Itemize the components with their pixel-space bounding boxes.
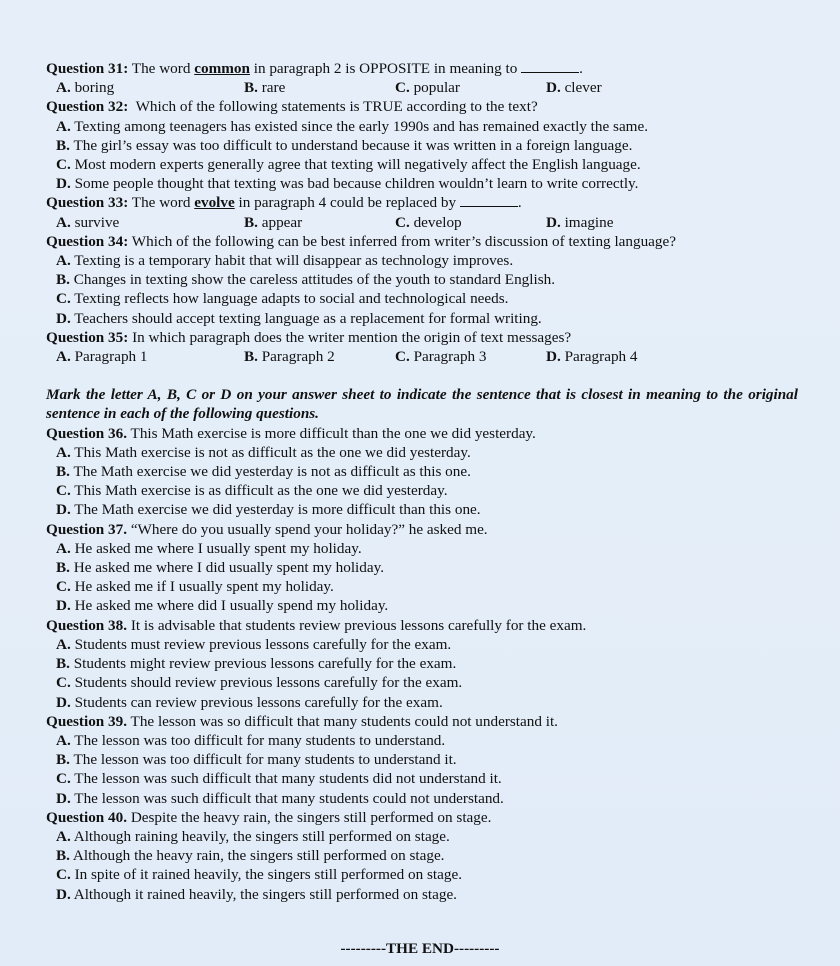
section-instruction: Mark the letter A, B, C or D on your answer sheet to indicate the sentence that is closest in meaning to the original sentence in each of the following questions. bbox=[46, 386, 798, 423]
question-text: The word bbox=[128, 194, 195, 212]
option-a[interactable] bbox=[46, 117, 816, 136]
question-33 bbox=[46, 193, 816, 212]
question-text: Despite the heavy rain, the singers still performed on stage. bbox=[127, 808, 492, 826]
option-a[interactable] bbox=[46, 635, 816, 654]
option-letter: C. bbox=[395, 348, 410, 366]
question-34 bbox=[46, 232, 816, 251]
option-text: rare bbox=[257, 79, 286, 97]
option-letter: D. bbox=[56, 789, 71, 807]
question-35 bbox=[46, 328, 816, 347]
answer-blank bbox=[521, 60, 579, 73]
option-letter: D. bbox=[546, 348, 561, 366]
option-a[interactable] bbox=[56, 347, 244, 366]
option-text: This Math exercise is as difficult as the one we did yesterday. bbox=[70, 482, 448, 500]
option-letter: A. bbox=[56, 539, 71, 557]
option-letter: A. bbox=[56, 443, 71, 461]
option-a[interactable] bbox=[46, 251, 816, 270]
option-letter: B. bbox=[244, 213, 258, 231]
option-letter: C. bbox=[395, 79, 410, 97]
option-text: develop bbox=[409, 213, 462, 231]
option-letter: C. bbox=[56, 674, 71, 692]
question-40 bbox=[46, 808, 816, 827]
option-text: Some people thought that texting was bad because children wouldn’t learn to write correctly. bbox=[70, 175, 639, 193]
option-text: boring bbox=[70, 79, 115, 97]
option-b[interactable] bbox=[244, 347, 395, 366]
option-c[interactable] bbox=[46, 673, 816, 692]
question-label: Question 35: bbox=[46, 328, 129, 346]
option-a[interactable] bbox=[46, 731, 816, 750]
question-text: in paragraph 2 is OPPOSITE in meaning to bbox=[249, 60, 522, 77]
option-letter: D. bbox=[56, 693, 71, 711]
option-d[interactable] bbox=[546, 213, 666, 232]
option-letter: B. bbox=[244, 79, 258, 97]
option-letter: D. bbox=[56, 597, 71, 615]
question-text-end: . bbox=[579, 60, 583, 77]
key-word: common bbox=[194, 60, 250, 77]
question-label: Question 36. bbox=[46, 424, 128, 442]
option-letter: A. bbox=[56, 348, 71, 366]
question-text: It is advisable that students review previous lessons carefully for the exam. bbox=[127, 616, 587, 634]
options-row bbox=[46, 213, 816, 232]
question-text: The lesson was so difficult that many students could not understand it. bbox=[127, 712, 558, 730]
option-letter: A. bbox=[56, 731, 71, 749]
option-text: survive bbox=[70, 213, 120, 231]
question-label: Question 40. bbox=[46, 808, 128, 826]
option-letter: D. bbox=[56, 175, 71, 193]
question-39 bbox=[46, 712, 816, 731]
option-c[interactable] bbox=[46, 481, 816, 500]
the-end-marker: ---------THE END--------- bbox=[340, 940, 500, 957]
option-text: imagine bbox=[560, 213, 614, 231]
option-text: The lesson was such difficult that many students could not understand. bbox=[70, 789, 504, 807]
option-c[interactable] bbox=[395, 213, 546, 232]
question-36 bbox=[46, 424, 816, 443]
question-text: “Where do you usually spend your holiday?” he asked me. bbox=[127, 520, 488, 538]
option-text: Paragraph 2 bbox=[257, 348, 335, 366]
option-b[interactable] bbox=[46, 462, 816, 481]
option-d[interactable] bbox=[46, 500, 816, 519]
question-text: This Math exercise is more difficult than the one we did yesterday. bbox=[127, 424, 536, 442]
question-text: in paragraph 4 could be replaced by bbox=[234, 194, 460, 212]
option-a[interactable] bbox=[56, 78, 244, 97]
option-text: Texting reflects how language adapts to social and technological needs. bbox=[70, 290, 509, 308]
option-b[interactable] bbox=[244, 78, 395, 97]
option-text: clever bbox=[560, 79, 602, 97]
option-text: Teachers should accept texting language as a replacement for formal writing. bbox=[70, 309, 542, 327]
option-c[interactable] bbox=[46, 577, 816, 596]
option-c[interactable] bbox=[46, 289, 816, 308]
answer-blank bbox=[460, 194, 518, 207]
option-text: Students should review previous lessons carefully for the exam. bbox=[70, 674, 463, 692]
option-text: The girl’s essay was too difficult to understand because it was written in a foreign language. bbox=[69, 136, 633, 154]
option-text: popular bbox=[409, 79, 460, 97]
option-text: Students can review previous lessons carefully for the exam. bbox=[70, 693, 443, 711]
option-b[interactable] bbox=[46, 654, 816, 673]
option-text: The lesson was too difficult for many students to understand. bbox=[70, 731, 446, 749]
option-d[interactable] bbox=[546, 347, 666, 366]
option-text: Although the heavy rain, the singers still performed on stage. bbox=[69, 847, 445, 865]
options-row bbox=[46, 78, 816, 97]
option-letter: B. bbox=[56, 655, 70, 673]
option-text: Students might review previous lessons carefully for the exam. bbox=[69, 655, 457, 673]
section-spacer bbox=[46, 366, 816, 385]
option-letter: C. bbox=[56, 770, 71, 788]
option-letter: C. bbox=[56, 866, 71, 884]
question-text: In which paragraph does the writer mention the origin of text messages? bbox=[128, 328, 572, 346]
option-d[interactable] bbox=[46, 789, 816, 808]
option-text: The lesson was such difficult that many students did not understand it. bbox=[70, 770, 502, 788]
option-letter: B. bbox=[56, 559, 70, 577]
question-label: Question 39. bbox=[46, 712, 128, 730]
option-letter: A. bbox=[56, 252, 71, 270]
question-38 bbox=[46, 616, 816, 635]
option-letter: C. bbox=[56, 578, 71, 596]
option-text: Although raining heavily, the singers still performed on stage. bbox=[70, 827, 450, 845]
option-d[interactable] bbox=[46, 885, 816, 904]
question-text: Which of the following statements is TRUE according to the text? bbox=[128, 98, 538, 116]
option-letter: C. bbox=[56, 482, 71, 500]
question-label: Question 33: bbox=[46, 194, 129, 212]
option-letter: A. bbox=[56, 213, 71, 231]
option-b[interactable] bbox=[244, 213, 395, 232]
option-text: Paragraph 1 bbox=[70, 348, 148, 366]
key-word: evolve bbox=[194, 194, 235, 212]
question-label: Question 38. bbox=[46, 616, 128, 634]
option-letter: B. bbox=[56, 751, 70, 769]
question-label: Question 32: bbox=[46, 98, 129, 116]
option-d[interactable] bbox=[46, 596, 816, 615]
option-letter: D. bbox=[56, 309, 71, 327]
option-text: Students must review previous lessons carefully for the exam. bbox=[70, 635, 452, 653]
option-letter: B. bbox=[56, 463, 70, 481]
option-c[interactable] bbox=[46, 865, 816, 884]
option-letter: C. bbox=[56, 290, 71, 308]
option-letter: A. bbox=[56, 117, 71, 135]
option-letter: D. bbox=[56, 501, 71, 519]
option-text: He asked me if I usually spent my holiday. bbox=[70, 578, 334, 596]
option-letter: C. bbox=[56, 156, 71, 174]
option-b[interactable] bbox=[46, 558, 816, 577]
option-a[interactable] bbox=[46, 827, 816, 846]
option-text: He asked me where did I usually spend my holiday. bbox=[70, 597, 389, 615]
option-text: Paragraph 3 bbox=[409, 348, 487, 366]
option-text: Texting is a temporary habit that will disappear as technology improves. bbox=[70, 252, 514, 270]
option-text: Most modern experts generally agree that texting will negatively affect the English language. bbox=[70, 156, 641, 174]
option-letter: A. bbox=[56, 635, 71, 653]
option-a[interactable] bbox=[56, 213, 244, 232]
option-b[interactable] bbox=[46, 270, 816, 289]
question-32 bbox=[46, 97, 816, 116]
question-text-end: . bbox=[517, 194, 522, 212]
option-c[interactable] bbox=[46, 155, 816, 174]
option-b[interactable] bbox=[46, 750, 816, 769]
option-text: Although it rained heavily, the singers still performed on stage. bbox=[70, 885, 457, 903]
question-text: Which of the following can be best inferred from writer’s discussion of texting language? bbox=[128, 232, 677, 250]
option-c[interactable] bbox=[46, 769, 816, 788]
option-letter: B. bbox=[56, 847, 70, 865]
option-letter: C. bbox=[395, 213, 410, 231]
option-text: The Math exercise we did yesterday is not as difficult as this one. bbox=[69, 463, 471, 481]
option-letter: A. bbox=[56, 827, 71, 845]
options-row bbox=[46, 347, 816, 366]
option-c[interactable] bbox=[395, 347, 546, 366]
option-letter: D. bbox=[56, 885, 71, 903]
option-text: This Math exercise is not as difficult as the one we did yesterday. bbox=[70, 443, 471, 461]
option-text: The lesson was too difficult for many students to understand it. bbox=[69, 751, 457, 769]
option-text: In spite of it rained heavily, the singers still performed on stage. bbox=[70, 866, 463, 884]
question-37 bbox=[46, 520, 816, 539]
option-text: appear bbox=[257, 213, 303, 231]
option-text: The Math exercise we did yesterday is more difficult than this one. bbox=[70, 501, 481, 519]
option-letter: D. bbox=[546, 213, 561, 231]
option-text: Texting among teenagers has existed since the early 1990s and has remained exactly the same. bbox=[70, 117, 649, 135]
option-c[interactable] bbox=[395, 78, 546, 97]
option-b[interactable] bbox=[46, 846, 816, 865]
option-letter: B. bbox=[244, 348, 258, 366]
option-letter: B. bbox=[56, 271, 70, 289]
option-d[interactable] bbox=[46, 693, 816, 712]
option-text: He asked me where I usually spent my holiday. bbox=[70, 539, 362, 557]
option-a[interactable] bbox=[46, 539, 816, 558]
option-text: He asked me where I did usually spent my holiday. bbox=[69, 559, 385, 577]
option-letter: B. bbox=[56, 136, 70, 154]
option-a[interactable] bbox=[46, 443, 816, 462]
option-b[interactable] bbox=[46, 136, 816, 155]
question-label: Question 31: bbox=[46, 60, 129, 77]
option-d[interactable] bbox=[546, 78, 666, 97]
option-d[interactable] bbox=[46, 309, 816, 328]
question-text: The word bbox=[128, 60, 195, 77]
question-label: Question 37. bbox=[46, 520, 128, 538]
option-text: Changes in texting show the careless attitudes of the youth to standard English. bbox=[69, 271, 556, 289]
option-text: Paragraph 4 bbox=[560, 348, 638, 366]
question-31 bbox=[46, 59, 816, 78]
option-letter: A. bbox=[56, 79, 71, 97]
option-letter: D. bbox=[546, 79, 561, 97]
option-d[interactable] bbox=[46, 174, 816, 193]
exam-content bbox=[46, 59, 816, 904]
question-label: Question 34: bbox=[46, 232, 129, 250]
